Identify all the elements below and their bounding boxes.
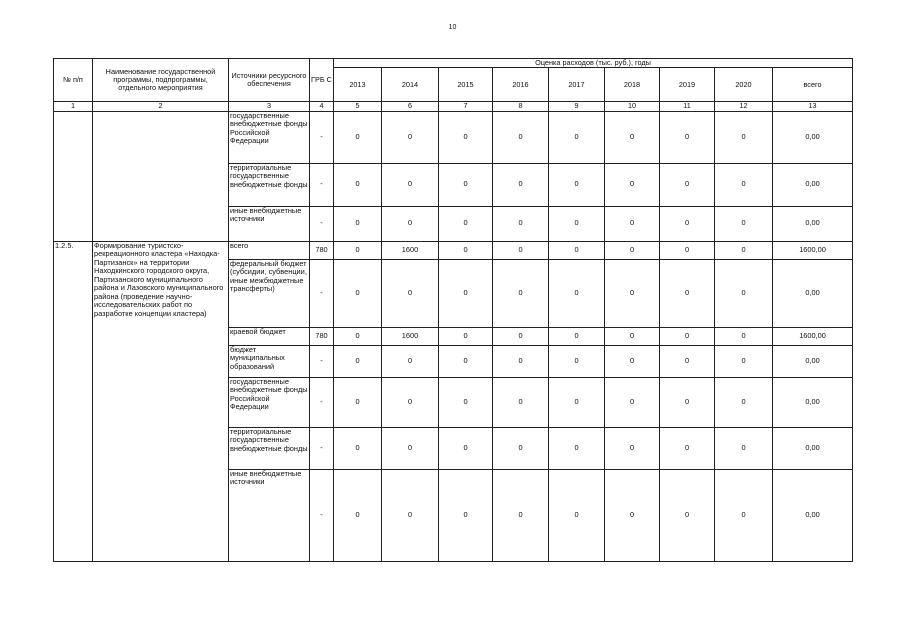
source-cell: территориальные государственные внебюджетные фонды xyxy=(229,427,310,469)
value-cell: 0 xyxy=(549,469,605,561)
value-cell: 0 xyxy=(493,241,549,259)
value-cell: 0 xyxy=(439,111,493,163)
value-cell: 0 xyxy=(605,377,660,427)
header-number: № п/п xyxy=(54,59,93,102)
value-cell: 1600 xyxy=(382,241,439,259)
index-cell: 13 xyxy=(773,102,853,111)
row-name xyxy=(93,111,229,241)
value-cell: 0 xyxy=(715,345,773,377)
header-year: 2015 xyxy=(439,68,493,102)
value-cell: 0 xyxy=(493,427,549,469)
value-cell: 0 xyxy=(660,206,715,241)
value-cell: 0 xyxy=(715,377,773,427)
value-cell: 0,00 xyxy=(773,469,853,561)
source-cell: иные внебюджетные источники xyxy=(229,469,310,561)
value-cell: 0 xyxy=(549,206,605,241)
source-cell: иные внебюджетные источники xyxy=(229,206,310,241)
value-cell: 0 xyxy=(715,111,773,163)
value-cell: 0 xyxy=(334,427,382,469)
value-cell: 0 xyxy=(715,427,773,469)
value-cell: 0 xyxy=(493,377,549,427)
grbs-cell: - xyxy=(310,427,334,469)
value-cell: 0 xyxy=(549,111,605,163)
value-cell: 1600,00 xyxy=(773,241,853,259)
header-year: 2020 xyxy=(715,68,773,102)
value-cell: 0 xyxy=(549,241,605,259)
value-cell: 0 xyxy=(660,469,715,561)
value-cell: 0 xyxy=(715,327,773,345)
table-row xyxy=(54,241,853,259)
header-name: Наименование государственной программы, подпрограммы, отдельного мероприятия xyxy=(93,59,229,102)
value-cell: 0,00 xyxy=(773,259,853,327)
value-cell: 0 xyxy=(660,345,715,377)
expense-table xyxy=(53,58,853,562)
page-number: 10 xyxy=(448,24,457,31)
index-row xyxy=(54,102,853,111)
value-cell: 0 xyxy=(439,241,493,259)
value-cell: 0 xyxy=(660,377,715,427)
value-cell: 0 xyxy=(334,345,382,377)
index-cell: 4 xyxy=(310,102,334,111)
grbs-cell: 780 xyxy=(310,241,334,259)
value-cell: 0 xyxy=(382,206,439,241)
value-cell: 0 xyxy=(715,469,773,561)
source-cell: бюджет муниципальных образований xyxy=(229,345,310,377)
value-cell: 0 xyxy=(493,345,549,377)
value-cell: 0 xyxy=(334,206,382,241)
value-cell: 0 xyxy=(549,427,605,469)
value-cell: 0 xyxy=(439,163,493,206)
value-cell: 0 xyxy=(439,427,493,469)
value-cell: 0,00 xyxy=(773,427,853,469)
value-cell: 0 xyxy=(382,469,439,561)
value-cell: 0 xyxy=(493,111,549,163)
value-cell: 0 xyxy=(334,163,382,206)
value-cell: 0 xyxy=(439,206,493,241)
value-cell: 0 xyxy=(605,345,660,377)
header-year: 2018 xyxy=(605,68,660,102)
row-number: 1.2.5. xyxy=(54,241,93,561)
value-cell: 0 xyxy=(605,327,660,345)
value-cell: 0 xyxy=(549,345,605,377)
row-number xyxy=(54,111,93,241)
header-year: 2014 xyxy=(382,68,439,102)
value-cell: 0 xyxy=(549,259,605,327)
header-year: всего xyxy=(773,68,853,102)
row-name: Формирование туристско-рекреационного кластера «Находка-Партизанск» на территории Находкинского городского округа, Партизанского муниципального района и Лазовского муниципального района (проведение научно-исследовательских работ по разработке концепции кластера) xyxy=(93,241,229,561)
value-cell: 0 xyxy=(715,206,773,241)
value-cell: 0 xyxy=(605,259,660,327)
source-cell: федеральный бюджет (субсидии, субвенции, иные межбюджетные трансферты) xyxy=(229,259,310,327)
source-cell: государственные внебюджетные фонды Российской Федерации xyxy=(229,377,310,427)
header-year: 2017 xyxy=(549,68,605,102)
value-cell: 0 xyxy=(382,345,439,377)
header-year: 2013 xyxy=(334,68,382,102)
value-cell: 0,00 xyxy=(773,163,853,206)
index-cell: 1 xyxy=(54,102,93,111)
table-body xyxy=(54,111,853,561)
value-cell: 0,00 xyxy=(773,345,853,377)
value-cell: 0 xyxy=(493,327,549,345)
index-cell: 3 xyxy=(229,102,310,111)
source-cell: краевой бюджет xyxy=(229,327,310,345)
value-cell: 0 xyxy=(439,327,493,345)
grbs-cell: 780 xyxy=(310,327,334,345)
value-cell: 0 xyxy=(493,469,549,561)
value-cell: 0 xyxy=(660,111,715,163)
value-cell: 0 xyxy=(549,377,605,427)
table-row xyxy=(54,111,853,163)
value-cell: 0,00 xyxy=(773,206,853,241)
value-cell: 0 xyxy=(334,469,382,561)
value-cell: 0 xyxy=(334,327,382,345)
value-cell: 0 xyxy=(660,327,715,345)
value-cell: 0 xyxy=(382,427,439,469)
grbs-cell: - xyxy=(310,259,334,327)
value-cell: 0 xyxy=(334,377,382,427)
header-year: 2016 xyxy=(493,68,549,102)
value-cell: 0 xyxy=(715,241,773,259)
value-cell: 0 xyxy=(439,345,493,377)
value-cell: 0 xyxy=(439,259,493,327)
grbs-cell: - xyxy=(310,206,334,241)
header-costs: Оценка расходов (тыс. руб.), годы xyxy=(334,59,853,68)
value-cell: 0 xyxy=(334,259,382,327)
value-cell: 0 xyxy=(382,377,439,427)
index-cell: 5 xyxy=(334,102,382,111)
value-cell: 0 xyxy=(605,206,660,241)
value-cell: 0 xyxy=(605,241,660,259)
index-cell: 10 xyxy=(605,102,660,111)
value-cell: 0 xyxy=(382,259,439,327)
value-cell: 0 xyxy=(660,427,715,469)
value-cell: 0 xyxy=(549,327,605,345)
value-cell: 0 xyxy=(382,163,439,206)
header-source: Источники ресурсного обеспечения xyxy=(229,59,310,102)
grbs-cell: - xyxy=(310,345,334,377)
value-cell: 0 xyxy=(715,259,773,327)
grbs-cell: - xyxy=(310,469,334,561)
value-cell: 1600,00 xyxy=(773,327,853,345)
grbs-cell: - xyxy=(310,163,334,206)
index-cell: 8 xyxy=(493,102,549,111)
source-cell: территориальные государственные внебюджетные фонды xyxy=(229,163,310,206)
value-cell: 0 xyxy=(715,163,773,206)
value-cell: 0 xyxy=(439,377,493,427)
source-cell: государственные внебюджетные фонды Российской Федерации xyxy=(229,111,310,163)
grbs-cell: - xyxy=(310,111,334,163)
value-cell: 0 xyxy=(334,111,382,163)
value-cell: 0 xyxy=(605,111,660,163)
value-cell: 0 xyxy=(493,259,549,327)
index-cell: 11 xyxy=(660,102,715,111)
value-cell: 0 xyxy=(605,427,660,469)
value-cell: 0 xyxy=(439,469,493,561)
grbs-cell: - xyxy=(310,377,334,427)
value-cell: 1600 xyxy=(382,327,439,345)
value-cell: 0,00 xyxy=(773,111,853,163)
value-cell: 0 xyxy=(382,111,439,163)
index-cell: 7 xyxy=(439,102,493,111)
header-grbs: ГРБ С xyxy=(310,59,334,102)
index-cell: 6 xyxy=(382,102,439,111)
header-year: 2019 xyxy=(660,68,715,102)
index-cell: 9 xyxy=(549,102,605,111)
value-cell: 0 xyxy=(334,241,382,259)
value-cell: 0 xyxy=(493,163,549,206)
value-cell: 0 xyxy=(493,206,549,241)
value-cell: 0,00 xyxy=(773,377,853,427)
value-cell: 0 xyxy=(549,163,605,206)
value-cell: 0 xyxy=(660,241,715,259)
value-cell: 0 xyxy=(605,163,660,206)
value-cell: 0 xyxy=(605,469,660,561)
index-cell: 2 xyxy=(93,102,229,111)
index-cell: 12 xyxy=(715,102,773,111)
value-cell: 0 xyxy=(660,259,715,327)
source-cell: всего xyxy=(229,241,310,259)
value-cell: 0 xyxy=(660,163,715,206)
